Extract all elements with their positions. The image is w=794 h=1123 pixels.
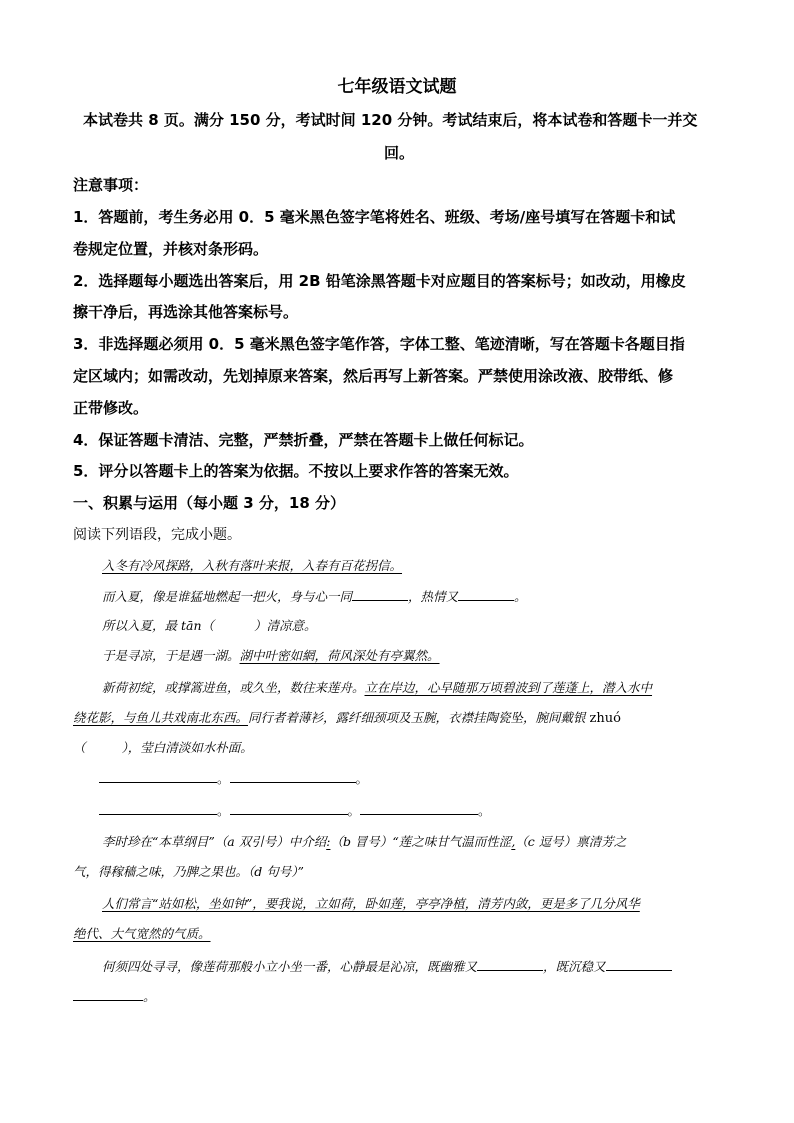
passage-text: ，既沉稳又 [543, 959, 606, 974]
passage-line-12 [102, 956, 672, 975]
passage-text: （b 冒号）“莲之味甘气温而性涩 [330, 834, 512, 849]
passage-text: 同行者着薄衫，露纤细颈项及玉腕，衣襟挂陶瓷坠，腕间戴银 [248, 710, 590, 725]
passage-line-6 [73, 708, 621, 726]
underlined-sentence: 立在岸边，心早随那万顷碧波到了莲蓬上，潜入水中 [364, 680, 653, 695]
note-2-line-1: 2．选择题每小题选出答案后，用 2B 铅笔涂黑答题卡对应题目的答案标号；如改动，用橡皮 [73, 272, 686, 290]
fill-blank-3[interactable] [477, 956, 543, 971]
passage-line-9: 气，得稼穑之味，乃脾之果也。（d 句号）” [73, 864, 304, 879]
answer-row-1 [99, 768, 368, 787]
passage-line-2 [102, 586, 527, 605]
intro-line-1: 本试卷共 8 页。满分 150 分，考试时间 120 分钟。考试结束后，将本试卷和答题卡一并交 [83, 111, 698, 129]
period-mark: 。 [355, 771, 369, 786]
passage-line-5 [102, 678, 652, 696]
passage-text: ，热情又 [408, 589, 459, 604]
note-3-line-3: 正带修改。 [73, 399, 149, 417]
section-1-heading: 一、积累与运用（每小题 3 分，18 分） [73, 494, 345, 512]
underlined-sentence: 绕花影，与鱼儿共戏南北东西。 [73, 710, 249, 725]
note-2-line-2: 擦干净后，再选涂其他答案标号。 [73, 303, 299, 321]
intro-line-2: 回。 [384, 144, 415, 162]
answer-blank[interactable] [99, 800, 217, 815]
fill-blank-4[interactable] [606, 956, 672, 971]
fill-blank-4-cont[interactable] [73, 986, 143, 1001]
passage-line-10 [102, 894, 640, 912]
passage-text: （c 逗号）禀清芳之 [515, 834, 627, 849]
note-4: 4．保证答题卡清洁、完整，严禁折叠，严禁在答题卡上做任何标记。 [73, 431, 534, 449]
underlined-sentence: 入冬有冷风探路，入秋有落叶来报，入春有百花拐信。 [102, 558, 403, 573]
section-1-instruction: 阅读下列语段，完成小题。 [73, 527, 241, 543]
passage-line-11 [73, 924, 211, 942]
passage-text: 于是寻凉，于是遇一湖。 [102, 648, 240, 663]
underlined-sentence: 绝代、大气宽然的气质。 [73, 926, 211, 941]
note-3-line-2: 定区域内；如需改动，先划掉原来答案，然后再写上新答案。严禁使用涂改液、胶带纸、修 [73, 367, 674, 385]
passage-text: ），莹白清淡如水朴面。 [121, 740, 253, 755]
answer-blank[interactable] [230, 800, 348, 815]
passage-line-7 [73, 738, 253, 756]
passage-text: 新荷初绽，或撑篙进鱼，或久坐，数往来莲舟。 [102, 680, 365, 695]
note-5: 5．评分以答题卡上的答案为依据。不按以上要求作答的答案无效。 [73, 462, 519, 480]
passage-line-3 [102, 616, 317, 634]
passage-text: 。 [514, 589, 527, 604]
page-title: 七年级语文试题 [337, 77, 457, 97]
passage-text: 何须四处寻寻，像莲荷那般小立小坐一番，心静最是沁凉，既幽雅又 [102, 959, 478, 974]
underlined-sentence: 湖中叶密如網，荷风深处有亭翼然。 [239, 648, 440, 663]
fill-blank-2[interactable] [458, 586, 514, 601]
period-mark: 。 [347, 803, 361, 818]
note-3-line-1: 3．非选择题必须用 0．5 毫米黑色签字笔作答，字体工整、笔迹清晰，写在答题卡各题目指 [73, 335, 685, 353]
passage-text: 而入夏，像是谁猛地燃起一把火，身与心一同 [102, 589, 353, 604]
passage-line-13 [73, 986, 156, 1005]
passage-line-1 [102, 556, 402, 574]
answer-blank[interactable] [230, 768, 356, 783]
passage-text: 李时珍在“本草纲目”（a 双引号）中介绍 [102, 834, 327, 849]
note-1-line-1: 1．答题前，考生务必用 0．5 毫米黑色签字笔将姓名、班级、考场/座号填写在答题卡和试 [73, 208, 676, 226]
passage-text: ）清凉意。 [254, 618, 317, 633]
punctuation-mark: , [511, 834, 516, 849]
passage-text: （ [73, 740, 86, 755]
underlined-sentence: 人们常言“站如松，坐如钟”，要我说，立如荷，卧如莲，亭亭净植，清芳内敛，更是多了几分风华 [102, 896, 640, 911]
passage-line-4 [102, 646, 440, 664]
pinyin-prompt: zhuó [589, 711, 621, 726]
notes-heading: 注意事项： [73, 176, 149, 194]
passage-line-8 [102, 832, 626, 850]
pinyin-prompt: 所以入夏，最 tān（ [102, 618, 214, 633]
period-mark: 。 [478, 803, 491, 818]
note-1-line-2: 卷规定位置，并核对条形码。 [73, 240, 269, 258]
period-mark: 。 [217, 803, 230, 818]
passage-text: 。 [143, 989, 156, 1004]
answer-row-2 [99, 800, 491, 819]
answer-blank[interactable] [360, 800, 478, 815]
punctuation-mark: : [326, 834, 331, 849]
fill-blank-1[interactable] [352, 586, 408, 601]
period-mark: 。 [217, 771, 230, 786]
answer-blank[interactable] [99, 768, 217, 783]
